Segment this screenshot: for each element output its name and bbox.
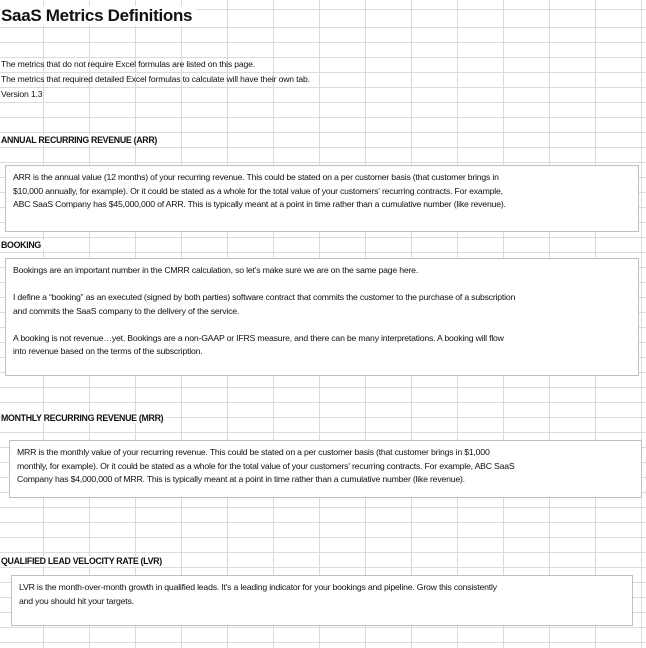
lvr-line: and you should hit your targets. [19,595,134,606]
booking-line: I define a “booking” as an executed (signed by both parties) software contract that commits the customer to the purchase of a subscription [13,292,516,302]
booking-definition-box[interactable] [5,258,639,376]
lvr-heading: QUALIFIED LEAD VELOCITY RATE (LVR) [1,556,165,566]
booking-line: A booking is not revenue…yet. Bookings are a non-GAAP or IFRS measure, and there can be many interpretations. A booking will flow [13,332,504,343]
intro-line-1: The metrics that do not require Excel formulas are listed on this page. [1,59,255,69]
arr-definition-box[interactable] [5,165,639,232]
booking-heading: BOOKING [1,240,44,250]
arr-line: $10,000 annually, for example). Or it could be stated as a whole for the total value of your customers' recurring contracts. For example, [13,185,503,196]
arr-line: ABC SaaS Company has $45,000,000 of ARR. This is typically meant at a point in time rather than a cumulative number (like revenue). [13,199,506,209]
intro-line-2: The metrics that required detailed Excel formulas to calculate will have their own tab. [1,74,310,84]
mrr-line: MRR is the monthly value of your recurring revenue. This could be stated on a per customer basis (that customer brings in $1,000 [17,447,490,457]
booking-line: into revenue based on the terms of the subscription. [13,346,203,356]
mrr-definition-box[interactable] [9,440,642,498]
mrr-line: Company has $4,000,000 of MRR. This is typically meant at a point in time rather than a cumulative number (like revenue). [17,474,465,484]
lvr-definition-box[interactable] [11,575,633,626]
page-title: SaaS Metrics Definitions [1,6,196,26]
mrr-line: monthly, for example). Or it could be stated as a whole for the total value of your customers' recurring contracts. For example, ABC SaaS [17,460,515,471]
lvr-line: LVR is the month-over-month growth in qualified leads. It's a leading indicator for your bookings and pipeline. Grow this consistently [19,582,497,592]
arr-line: ARR is the annual value (12 months) of your recurring revenue. This could be stated on a per customer basis (that customer brings in [13,172,499,182]
booking-line: Bookings are an important number in the CMRR calculation, so let’s make sure we are on the same page here. [13,265,419,275]
version-label: Version 1.3 [1,89,43,99]
mrr-heading: MONTHLY RECURRING REVENUE (MRR) [1,413,166,423]
booking-line: and commits the SaaS company to the delivery of the service. [13,305,240,316]
arr-heading: ANNUAL RECURRING REVENUE (ARR) [1,135,160,145]
